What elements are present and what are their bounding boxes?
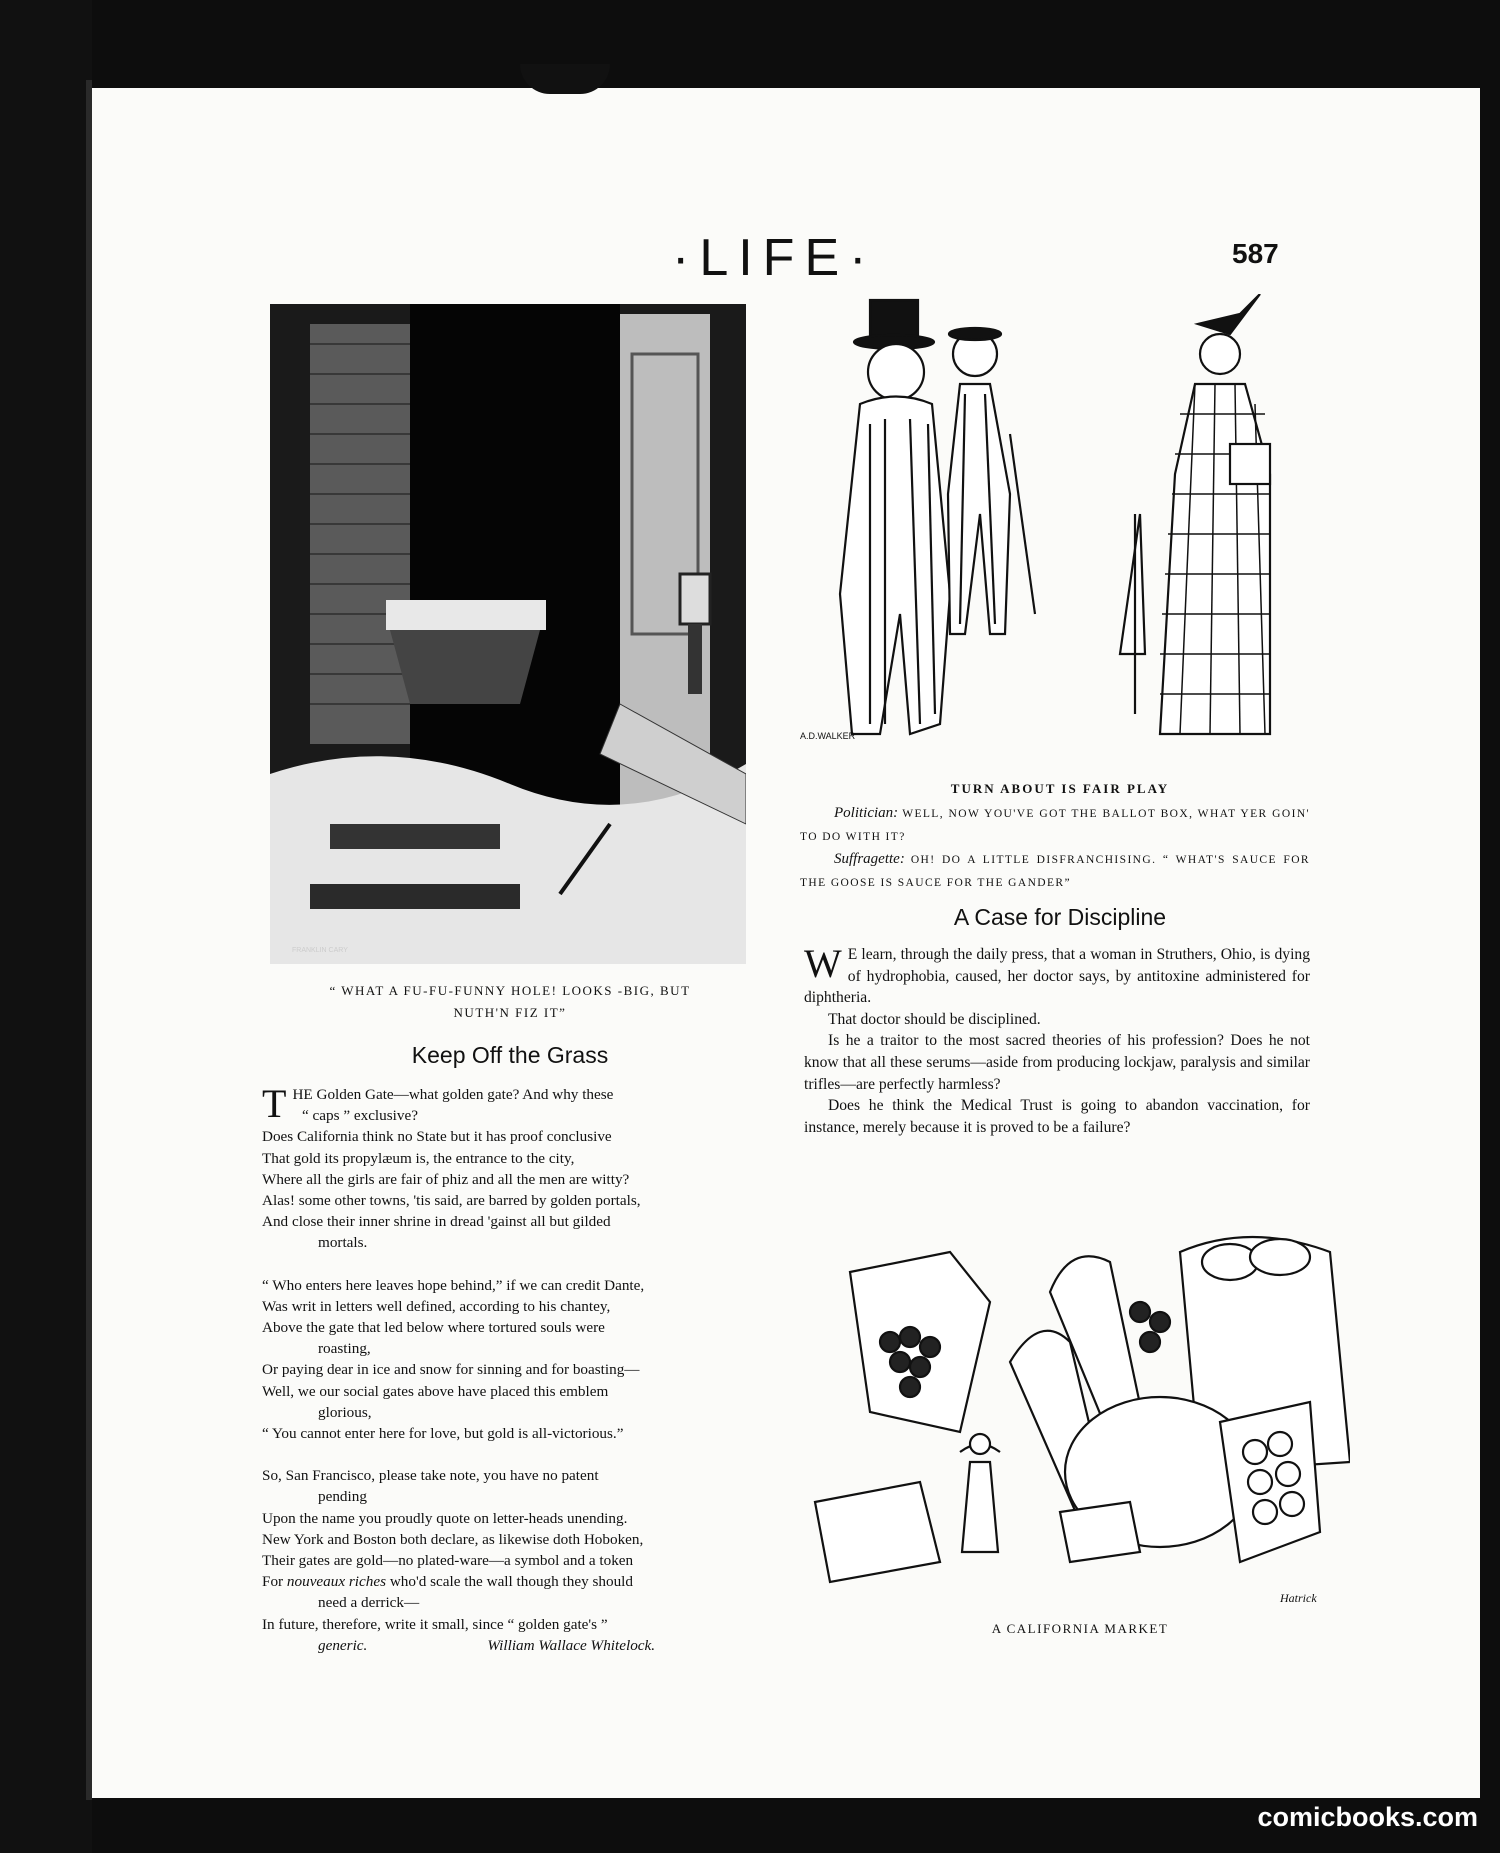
speaker-politician: Politician: — [834, 805, 899, 821]
poem-stanza-1 — [262, 1081, 762, 1254]
poem-stanza-2 — [262, 1275, 762, 1445]
poem-line: “ You cannot enter here for love, but gold is all-victorious.” — [262, 1425, 624, 1443]
poem-line — [262, 1635, 762, 1656]
poem-line: Well, we our social gates above have placed this emblem — [262, 1382, 609, 1400]
poem-body — [262, 1081, 762, 1677]
poem-line: “ caps ” exclusive? — [302, 1107, 418, 1125]
doorway-signature: FRANKLIN CARY — [292, 947, 348, 954]
poem-line: Was writ in letters well defined, according to his chantey, — [262, 1297, 611, 1315]
poem-italic: generic. — [318, 1636, 368, 1654]
turn-about-signature: A.D.WALKER — [800, 731, 856, 741]
speaker-suffragette: Suffragette: — [834, 851, 905, 867]
article-body — [804, 941, 1310, 1138]
poem-line: Does California think no State but it has proof conclusive — [262, 1128, 612, 1146]
article-paragraph: Does he think the Medical Trust is going to abandon vaccination, for instance, merely because it is proved to be a failure? — [804, 1097, 1310, 1136]
market-caption: A CALIFORNIA MARKET — [991, 1621, 1169, 1636]
poem-line: Above the gate that led below where tortured souls were — [262, 1319, 605, 1337]
page-number: 587 — [1232, 238, 1279, 269]
poem-text: For — [262, 1573, 287, 1591]
poem-author: William Wallace Whitelock. — [487, 1636, 656, 1654]
market-drawing — [810, 1212, 1350, 1602]
poem-line: Their gates are gold—no plated-ware—a symbol and a token — [262, 1552, 634, 1570]
turn-about-drawing — [800, 294, 1320, 764]
watermark: comicbooks.com — [1257, 1802, 1478, 1832]
poem-line: roasting, — [318, 1340, 371, 1358]
poem-line: Alas! some other towns, 'tis said, are barred by golden portals, — [262, 1192, 641, 1210]
page-edge — [86, 80, 92, 1800]
poem-text: who'd scale the wall though they should — [386, 1573, 633, 1591]
poem-line: Upon the name you proudly quote on letter-heads unending. — [262, 1509, 628, 1527]
poem-line: “ Who enters here leaves hope behind,” if we can credit Dante, — [262, 1276, 645, 1294]
poem-line: Where all the girls are fair of phiz and all the men are witty? — [262, 1170, 630, 1188]
illustration-turn-about — [800, 294, 1320, 764]
turn-about-dialogue — [800, 802, 1310, 894]
poem-stanza-3 — [262, 1465, 762, 1656]
poem-line: In future, therefore, write it small, since “ golden gate's ” — [262, 1615, 608, 1633]
poem-line: So, San Francisco, please take note, you have no patent — [262, 1467, 599, 1485]
article-paragraph — [804, 941, 1310, 1009]
poem-italic: nouveaux riches — [286, 1573, 387, 1591]
article-title: A Case for Discipline — [953, 904, 1167, 930]
article-dropcap: W — [804, 941, 842, 986]
poem-title: Keep Off the Grass — [411, 1042, 609, 1068]
turn-about-title: TURN ABOUT IS FAIR PLAY — [950, 781, 1170, 796]
poem-line: need a derrick— — [318, 1594, 420, 1612]
article-text: E learn, through the daily press, that a woman in Struthers, Ohio, is dying of hydrophobia, caused, her doctor says, by antitoxine administered for diphtheria. — [804, 946, 1310, 1007]
suffragette-line: OH! DO A LITTLE DISFRANCHISING. “ WHAT'S SAUCE FOR THE GOOSE IS SAUCE FOR THE GANDER” — [800, 854, 1310, 889]
poem-line: And close their inner shrine in dread 'gainst all but gilded — [262, 1213, 611, 1231]
doorway-drawing — [270, 304, 746, 964]
poem-line: glorious, — [318, 1403, 372, 1421]
poem-line: HE Golden Gate—what golden gate? And why these — [292, 1086, 614, 1103]
masthead: ·LIFE· — [672, 229, 877, 287]
poem-line: New York and Boston both declare, as likewise doth Hoboken, — [262, 1530, 644, 1548]
poem-dropcap: T — [262, 1081, 287, 1126]
poem-line: Or paying dear in ice and snow for sinning and for boasting— — [262, 1361, 640, 1379]
market-signature: Hatrick — [1280, 1591, 1317, 1602]
illustration-california-market — [810, 1212, 1350, 1602]
binding-shadow — [0, 0, 92, 1853]
doorway-caption: “ WHAT A FU-FU-FUNNY HOLE! LOOKS -BIG, BUT NUTH'N FIZ IT” — [329, 983, 691, 1020]
article-paragraph: That doctor should be disciplined. — [828, 1010, 1041, 1028]
poem-line: mortals. — [318, 1234, 368, 1252]
politician-line: WELL, NOW YOU'VE GOT THE BALLOT BOX, WHAT YER GOIN' TO DO WITH IT? — [800, 808, 1310, 843]
article-paragraph: Is he a traitor to the most sacred theories of his profession? Does he not know that all these serums—aside from producing lockjaw, paralysis and similar trifles—are perfectly harmless? — [804, 1032, 1310, 1093]
poem-line: pending — [318, 1488, 367, 1506]
poem-line: That gold its propylæum is, the entrance to the city, — [262, 1149, 575, 1167]
illustration-doorway — [270, 304, 746, 964]
poem-line — [262, 1571, 762, 1592]
